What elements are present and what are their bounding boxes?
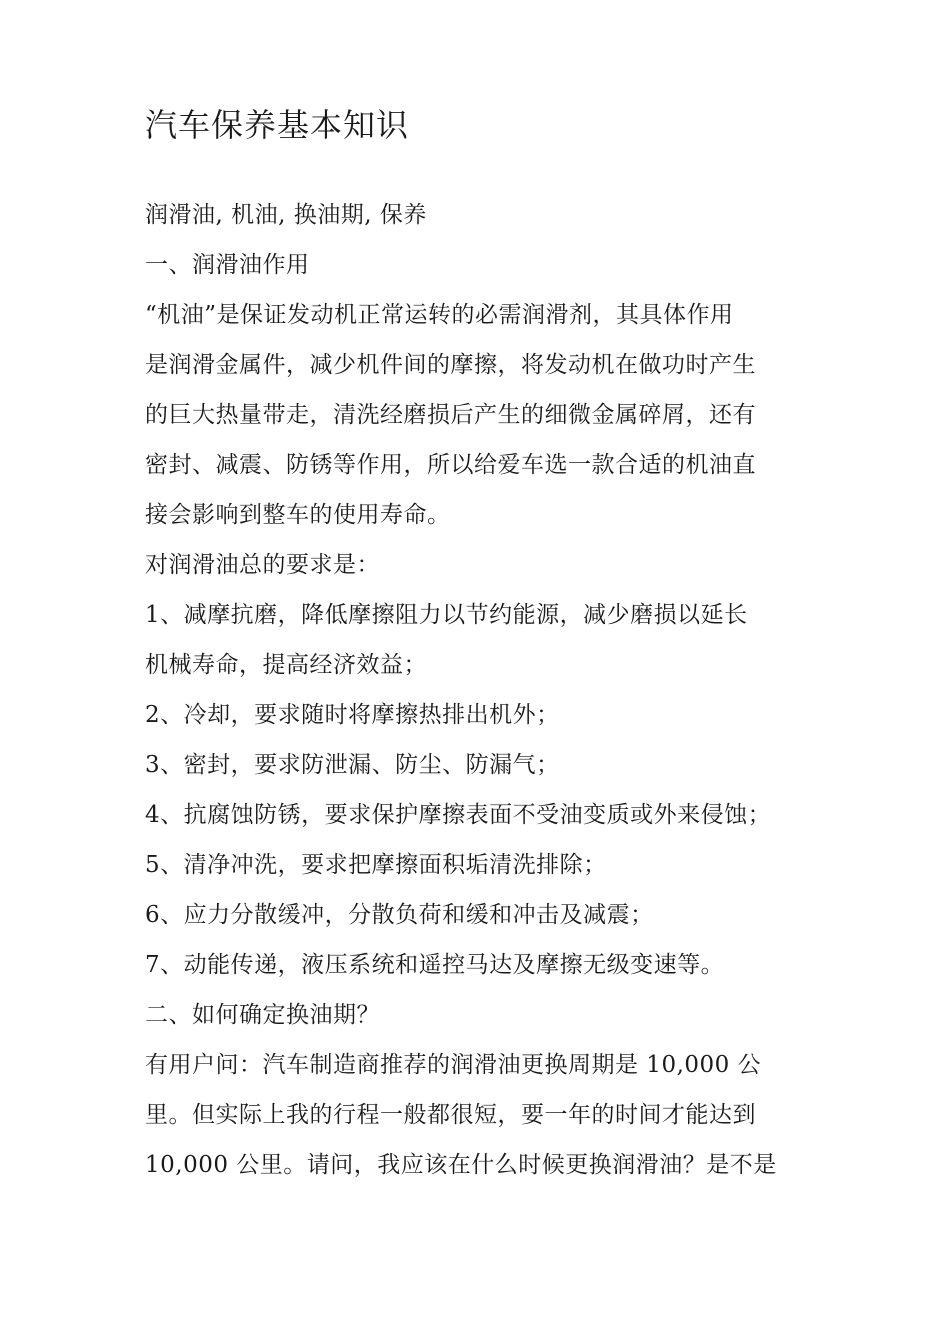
requirement-item: 7、动能传递，液压系统和遥控马达及摩擦无级变速等。 (145, 952, 725, 978)
keywords-line: 润滑油, 机油, 换油期, 保养 (145, 202, 427, 228)
requirement-item: 机械寿命，提高经济效益； (145, 652, 427, 678)
paragraph-line: 接会影响到整车的使用寿命。 (145, 502, 451, 528)
paragraph-line: 10,000 公里。请问，我应该在什么时候更换润滑油？是不是 (145, 1152, 777, 1178)
section-heading-oil-change-interval: 二、如何确定换油期？ (145, 1002, 380, 1028)
requirement-item: 1、减摩抗磨，降低摩擦阻力以节约能源，减少磨损以延长 (145, 602, 748, 628)
requirement-item: 6、应力分散缓冲，分散负荷和缓和冲击及减震； (145, 902, 654, 928)
requirement-item: 4、抗腐蚀防锈，要求保护摩擦表面不受油变质或外来侵蚀； (145, 802, 772, 828)
paragraph-line: 是润滑金属件，减少机件间的摩擦，将发动机在做功时产生 (145, 352, 756, 378)
requirement-item: 2、冷却，要求随时将摩擦热排出机外； (145, 702, 560, 728)
document-title: 汽车保养基本知识 (145, 106, 410, 144)
paragraph-line: 有用户问：汽车制造商推荐的润滑油更换周期是 10,000 公 (145, 1052, 762, 1078)
document-body (145, 100, 810, 1190)
paragraph-line: 的巨大热量带走，清洗经磨损后产生的细微金属碎屑，还有 (145, 402, 756, 428)
paragraph-line: “机油”是保证发动机正常运转的必需润滑剂，其具体作用 (145, 302, 734, 328)
paragraph-line: 里。但实际上我的行程一般都很短，要一年的时间才能达到 (145, 1102, 756, 1128)
requirements-intro: 对润滑油总的要求是： (145, 552, 380, 578)
paragraph-line: 密封、减震、防锈等作用，所以给爱车选一款合适的机油直 (145, 452, 756, 478)
requirement-item: 5、清净冲洗，要求把摩擦面积垢清洗排除； (145, 852, 607, 878)
requirement-item: 3、密封，要求防泄漏、防尘、防漏气； (145, 752, 560, 778)
section-heading-lubricant-function: 一、润滑油作用 (145, 252, 310, 278)
